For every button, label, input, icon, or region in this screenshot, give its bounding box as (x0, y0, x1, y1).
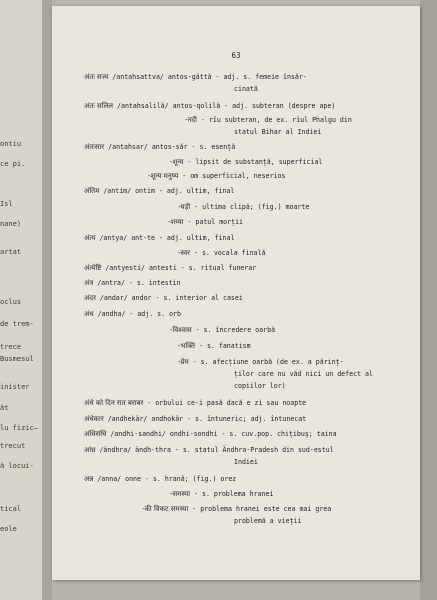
entry-row (84, 187, 234, 196)
entry-text: /andha/ - adj. s. orb (97, 310, 182, 318)
entry-row (84, 430, 337, 439)
entry-row (185, 116, 352, 125)
fragment-text: trecut (0, 442, 26, 450)
entry-text: - om superficial, neserios (182, 172, 286, 180)
headword-devanagari: अंध (84, 310, 94, 318)
fragment-text: ăt (0, 404, 9, 412)
entry-row (84, 73, 307, 82)
entry-text: /antra/ - s. intestin (97, 279, 181, 287)
entry-row (234, 370, 373, 378)
entry-row (84, 475, 236, 484)
fragment-text: inister (0, 383, 30, 391)
entry-text: - rîu subteran, de ex. rîul Phalgu din (200, 116, 352, 124)
entry-row (234, 382, 286, 390)
fragment-text: Busmesul (0, 355, 34, 363)
fragment-text: ce pi. (0, 160, 26, 168)
entry-row (234, 517, 302, 525)
headword-devanagari: अंधिसंधि (84, 430, 107, 438)
headword-devanagari: अंतिम (84, 187, 100, 195)
entry-row (178, 342, 251, 351)
entry-row (234, 458, 258, 466)
entry-row (84, 399, 306, 408)
entry-text: /antim/ ontim - adj. ultim, final (103, 187, 235, 195)
headword-devanagari: -स्वर (178, 249, 191, 257)
headword-devanagari: आंध्र (84, 446, 96, 454)
fragment-text: ontiu (0, 140, 22, 148)
entry-row (178, 203, 309, 212)
entry-text: - patul morții (187, 218, 244, 226)
headword-devanagari: -नदी (185, 116, 197, 124)
entry-text: - s. vocala finală (194, 249, 266, 257)
entry-text: /ändhra/ ändh-thra - s. statul Ändhra-Pradesh din sud-estul (99, 446, 334, 454)
headword-devanagari: अन्न (84, 475, 94, 483)
entry-text: /antahsar/ antos-săr - s. esență (108, 143, 236, 151)
background-edge (420, 0, 437, 600)
entry-text: cinată (234, 85, 258, 93)
page-number: 63 (231, 51, 241, 60)
headword-devanagari: -शून्य मनुष्य (148, 172, 179, 180)
entry-row (84, 264, 256, 273)
entry-row (84, 102, 335, 111)
entry-text: Indiei (234, 458, 258, 466)
fragment-text: artat (0, 248, 22, 256)
document-page (52, 6, 420, 580)
entry-text: - s. încredere oarbă (195, 326, 276, 334)
entry-row (178, 358, 344, 367)
headword-devanagari: अंत्र (84, 279, 94, 287)
entry-text: - orbului ce-i pasă dacă e zi sau noapte (147, 399, 307, 407)
headword-devanagari: अंधे को दिन रात बराबर (84, 399, 144, 407)
entry-text: /andhekär/ andhokär - s. întuneric; adj. întunecat (107, 415, 307, 423)
entry-row (168, 218, 243, 227)
headword-devanagari: अंतःसार (84, 143, 105, 151)
entry-text: - s. problema hranei (194, 490, 274, 498)
headword-devanagari: -शून्य (170, 158, 184, 166)
headword-devanagari: अंत्य (84, 234, 96, 242)
fragment-text: de trem- (0, 320, 34, 328)
entry-row (234, 128, 321, 136)
entry-text: /antyesti/ antesti - s. ritual funerar (105, 264, 257, 272)
headword-devanagari: अंदर (84, 294, 96, 302)
headword-devanagari: अंत्येष्टि (84, 264, 102, 272)
entry-row (142, 505, 331, 514)
entry-text: /andar/ andor - s. interior al casei (99, 294, 243, 302)
fragment-text: tical (0, 505, 22, 513)
entry-row (178, 249, 265, 258)
headword-devanagari: -की विकट समस्या (142, 505, 189, 513)
entry-text: /antahsattva/ antos-gättă - adj. s. femeie însăr- (112, 73, 307, 81)
headword-devanagari: अंतः सलिल (84, 102, 114, 110)
entry-text: copiilor lor) (234, 382, 286, 390)
fragment-text: nane) (0, 220, 22, 228)
entry-text: ților care nu văd nici un defect al (234, 370, 373, 378)
entry-row (84, 143, 235, 152)
headword-devanagari: अंतः सत्त्व (84, 73, 109, 81)
entry-row (234, 85, 258, 93)
fragment-text: trece (0, 343, 22, 351)
headword-devanagari: -शय्या (168, 218, 184, 226)
entry-row (84, 446, 334, 455)
fragment-text: oclus (0, 298, 22, 306)
entry-text: - problema hranei este cea mai grea (192, 505, 332, 513)
entry-text: - lipsit de substanță, superficial (187, 158, 323, 166)
entry-row (170, 158, 322, 167)
entry-text: statul Bihar al Indiei (234, 128, 322, 136)
entry-row (84, 234, 234, 243)
page-gutter (42, 0, 52, 600)
entry-text: /andhi-sandhi/ ondhi-sondhi - s. cuv.pop. chiţibuş; taina (110, 430, 337, 438)
fragment-text: ă locui- (0, 462, 34, 470)
fragment-text: eole (0, 525, 17, 533)
entry-text: - s. afecțiune oarbă (de ex. a părinț- (192, 358, 344, 366)
headword-devanagari: -समस्या (170, 490, 191, 498)
entry-row (84, 310, 181, 319)
entry-text: - s. fanatism (199, 342, 251, 350)
entry-row (170, 490, 273, 499)
entry-text: - ultima clipă; (fig.) moarte (194, 203, 310, 211)
headword-devanagari: -विश्वास (170, 326, 192, 334)
entry-text: /antahsalilă/ antos-qolilă - adj. subteran (despre ape) (117, 102, 336, 110)
headword-devanagari: -प्रेम (178, 358, 189, 366)
entry-text: /antya/ ant-te - adj. ultim, final (99, 234, 235, 242)
entry-row (148, 172, 285, 181)
headword-devanagari: -घड़ी (178, 203, 191, 211)
entry-row (84, 279, 181, 288)
entry-text: problemă a vieții (234, 517, 302, 525)
entry-row (84, 294, 243, 303)
fragment-text: lu fizic— (0, 424, 38, 432)
fragment-text: Isl (0, 200, 13, 208)
entry-row (170, 326, 275, 335)
entry-text: /anna/ onne - s. hrană; (fig.) orez (97, 475, 237, 483)
headword-devanagari: -भक्ति (178, 342, 196, 350)
headword-devanagari: अंधेकार (84, 415, 104, 423)
entry-row (84, 415, 306, 424)
adjacent-page-fragment (0, 0, 42, 600)
